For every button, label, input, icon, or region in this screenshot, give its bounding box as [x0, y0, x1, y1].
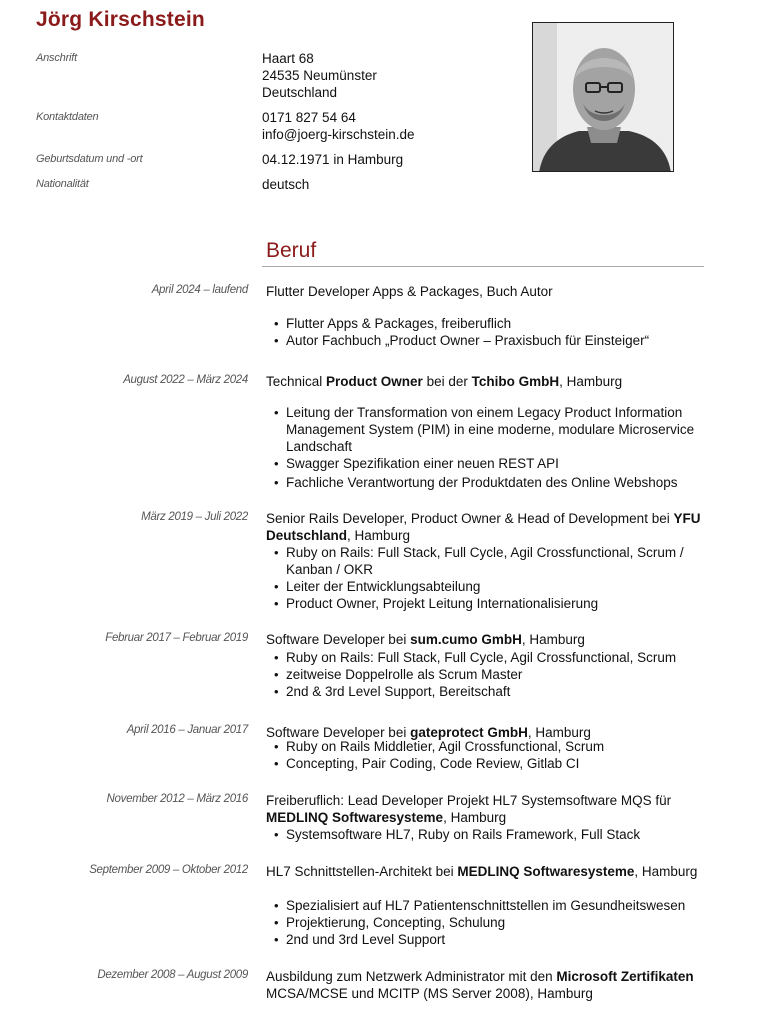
nationality-value: deutsch	[262, 177, 310, 192]
address-country: Deutschland	[262, 85, 338, 100]
job-bullets	[286, 544, 706, 612]
job-certification: Microsoft Zertifikaten	[556, 969, 694, 984]
job-date: September 2009 – Oktober 2012	[89, 864, 248, 876]
job-company: YFU Deutschland	[266, 511, 701, 543]
section-divider	[262, 266, 704, 267]
job-bullets	[286, 738, 706, 772]
job-title: Technical Product Owner bei der Tchibo GmbH, Hamburg	[266, 374, 623, 389]
job-company: sum.cumo GmbH	[410, 632, 522, 647]
job-date: August 2022 – März 2024	[123, 374, 248, 386]
job-bullets	[286, 649, 706, 700]
job-date: Februar 2017 – Februar 2019	[105, 632, 248, 644]
job-company: Tchibo GmbH	[471, 374, 560, 389]
job-bullet: • Ruby on Rails Middletier, Agil Crossfunctional, Scrum	[286, 738, 706, 755]
birth-value: 04.12.1971 in Hamburg	[262, 152, 404, 167]
job-bullet: • Concepting, Pair Coding, Code Review, Gitlab CI	[286, 755, 706, 772]
job-date: März 2019 – Juli 2022	[141, 511, 248, 523]
portrait-image	[533, 23, 674, 172]
phone-number: 0171 827 54 64	[262, 110, 356, 125]
address-city: 24535 Neumünster	[262, 68, 377, 83]
job-title: Flutter Developer Apps & Packages, Buch Autor	[266, 284, 553, 299]
job-bullet: • Ruby on Rails: Full Stack, Full Cycle, Agil Crossfunctional, Scrum / Kanban / OKR	[286, 544, 706, 578]
job-title: Freiberuflich: Lead Developer Projekt HL7 Systemsoftware MQS für MEDLINQ Softwaresysteme, Hamburg	[266, 793, 672, 825]
job-bullet: • Swagger Spezifikation einer neuen REST API	[286, 455, 706, 472]
job-bullet: • Spezialisiert auf HL7 Patientenschnittstellen im Gesundheitswesen	[286, 897, 706, 914]
job-bullet: • Ruby on Rails: Full Stack, Full Cycle, Agil Crossfunctional, Scrum	[286, 649, 706, 666]
job-bullet: • Systemsoftware HL7, Ruby on Rails Framework, Full Stack	[286, 826, 706, 843]
job-bullet: • Flutter Apps & Packages, freiberuflich	[286, 315, 706, 332]
job-bullet: • Fachliche Verantwortung der Produktdaten des Online Webshops	[286, 474, 706, 491]
email-address[interactable]: info@joerg-kirschstein.de	[262, 127, 415, 142]
job-title: HL7 Schnittstellen-Architekt bei MEDLINQ Softwaresysteme, Hamburg	[266, 864, 698, 879]
job-date: April 2024 – laufend	[151, 284, 248, 296]
address-label: Anschrift	[36, 52, 77, 64]
job-company: MEDLINQ Softwaresysteme	[457, 864, 635, 879]
address-value	[262, 50, 377, 101]
job-bullet: • 2nd & 3rd Level Support, Bereitschaft	[286, 683, 706, 700]
section-title-beruf: Beruf	[266, 239, 317, 262]
job-bullet: • Leitung der Transformation von einem Legacy Product Information Management System (PIM) in eine moderne, modulare Microservice Landschaft	[286, 404, 706, 455]
birth-label: Geburtsdatum und -ort	[36, 153, 143, 165]
job-date: April 2016 – Januar 2017	[126, 724, 248, 736]
job-date: Dezember 2008 – August 2009	[97, 969, 248, 981]
job-bullet: • Autor Fachbuch „Product Owner – Praxisbuch für Einsteiger“	[286, 332, 706, 349]
job-bullet: • zeitweise Doppelrolle als Scrum Master	[286, 666, 706, 683]
job-bullet: • Projektierung, Concepting, Schulung	[286, 914, 706, 931]
job-title: Software Developer bei gateprotect GmbH, Hamburg	[266, 725, 591, 740]
job-bullets	[286, 404, 706, 491]
address-street: Haart 68	[262, 51, 314, 66]
job-bullet: • Product Owner, Projekt Leitung Internationalisierung	[286, 595, 706, 612]
job-bullet: • Leiter der Entwicklungsabteilung	[286, 578, 706, 595]
job-title: Ausbildung zum Netzwerk Administrator mit den Microsoft Zertifikaten MCSA/MCSE und MCITP (MS Server 2008), Hamburg	[266, 969, 694, 1001]
profile-photo	[532, 22, 674, 172]
nationality-label: Nationalität	[36, 178, 89, 190]
job-bullets	[286, 315, 706, 349]
job-title: Software Developer bei sum.cumo GmbH, Hamburg	[266, 632, 585, 647]
contact-label: Kontaktdaten	[36, 111, 99, 123]
cv-name: Jörg Kirschstein	[36, 8, 205, 31]
job-company: gateprotect GmbH	[410, 725, 528, 740]
job-role-bold: Product Owner	[326, 374, 423, 389]
job-company: MEDLINQ Softwaresysteme	[266, 810, 444, 825]
job-title: Senior Rails Developer, Product Owner & Head of Development bei YFU Deutschland, Hamburg	[266, 511, 701, 543]
job-bullets	[286, 826, 706, 843]
job-bullet: • 2nd und 3rd Level Support	[286, 931, 706, 948]
job-date: November 2012 – März 2016	[106, 793, 248, 805]
job-bullets	[286, 897, 706, 948]
contact-value	[262, 109, 415, 143]
